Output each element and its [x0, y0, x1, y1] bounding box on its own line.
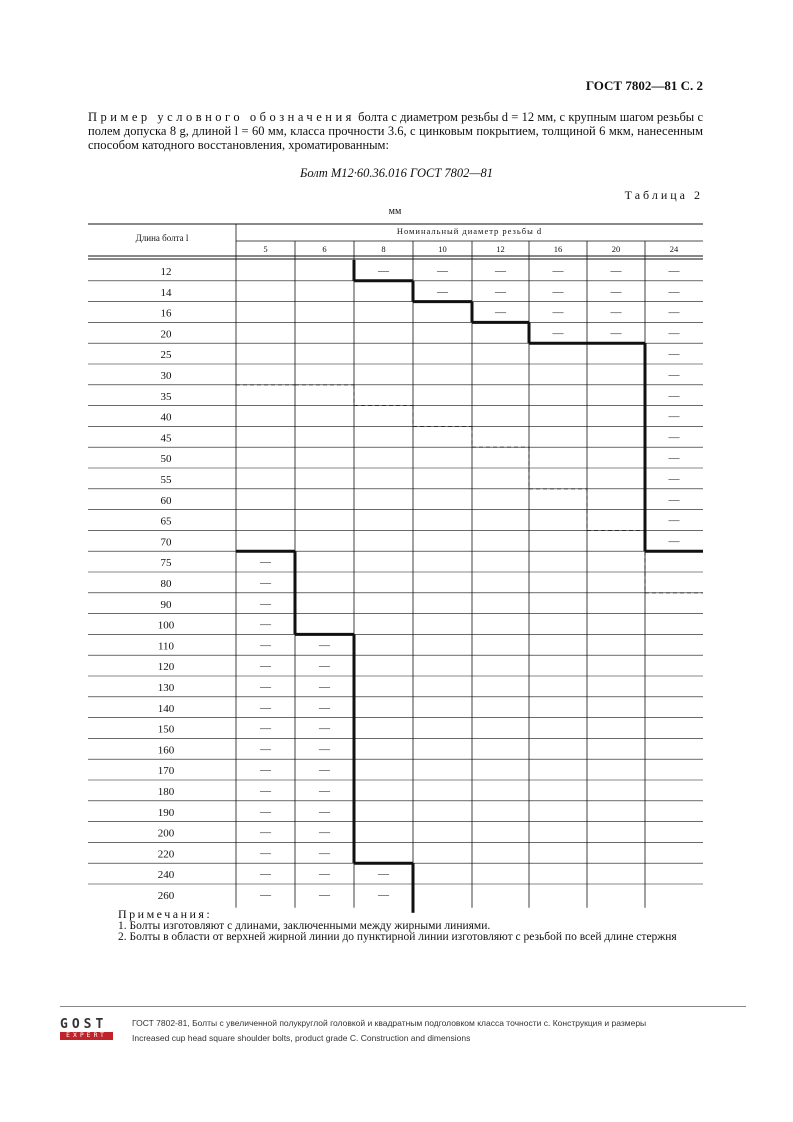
table-unit: мм [388, 206, 402, 217]
dash-cell: — [319, 722, 330, 735]
dash-cell: — [378, 889, 389, 901]
length-cell-90: 90 [160, 598, 172, 611]
dash-cell: — [668, 452, 680, 465]
diameter-header-16: 16 [553, 244, 563, 254]
dash-cell: — [610, 265, 622, 277]
length-cell-60: 60 [160, 494, 172, 507]
length-cell-240: 240 [157, 869, 175, 882]
dash-cell: — [260, 577, 271, 589]
length-cell-45: 45 [160, 432, 172, 445]
footer-divider [60, 1006, 746, 1007]
length-cell-180: 180 [157, 786, 175, 798]
note-2: 2. Болты в области от верхней жирной линии до пунктирной линии изготовляют с резьбой по всей длине стержня [118, 931, 677, 943]
diameter-header-5: 5 [263, 244, 268, 254]
dash-cell: — [552, 306, 564, 319]
length-cell-200: 200 [157, 827, 175, 840]
diameter-header-24: 24 [669, 244, 679, 254]
dash-cell: — [319, 701, 330, 714]
dash-cell: — [319, 826, 330, 839]
dash-cell: — [668, 535, 680, 548]
dash-cell: — [668, 514, 680, 527]
length-cell-120: 120 [157, 661, 175, 674]
note-1: 1. Болты изготовляют с длинами, заключенными между жирными линиями. [118, 919, 491, 932]
dash-cell: — [668, 493, 680, 506]
length-cell-30: 30 [160, 370, 172, 382]
length-cell-35: 35 [160, 390, 172, 403]
table-caption: Таблица 2 [624, 188, 703, 202]
logo-bottom: EXPERT [60, 1032, 113, 1040]
dash-cell: — [260, 785, 271, 797]
length-cell-40: 40 [160, 411, 172, 424]
dash-cell: — [319, 639, 330, 652]
dash-cell: — [610, 327, 622, 340]
dash-cell: — [610, 306, 622, 319]
dash-cell: — [610, 285, 622, 298]
length-cell-12: 12 [160, 266, 172, 278]
dash-cell: — [319, 681, 330, 693]
dash-cell: — [668, 348, 680, 361]
dash-cell: — [260, 618, 271, 631]
length-cell-190: 190 [157, 806, 175, 819]
dash-cell: — [260, 701, 271, 714]
dash-cell: — [668, 327, 680, 340]
footer-title-en: Increased cup head square shoulder bolts, product grade C. Construction and dimensions [132, 1033, 471, 1043]
dash-cell: — [552, 327, 564, 340]
dash-cell: — [260, 847, 271, 860]
dash-cell: — [668, 306, 680, 319]
dash-cell: — [260, 764, 271, 777]
row-header: Длина болта l [135, 233, 189, 243]
page-header: ГОСТ 7802—81 С. 2 [585, 78, 703, 93]
dash-cell: — [260, 743, 271, 756]
length-cell-55: 55 [160, 474, 172, 486]
length-cell-25: 25 [160, 349, 172, 362]
dash-cell: — [319, 660, 330, 673]
dash-cell: — [260, 889, 271, 901]
dash-cell: — [319, 868, 330, 881]
dash-cell: — [668, 389, 680, 402]
dash-cell: — [668, 410, 680, 423]
dash-cell: — [437, 285, 448, 298]
dash-cell: — [319, 764, 330, 777]
dash-cell: — [260, 639, 271, 652]
dash-cell: — [668, 265, 680, 277]
dash-cell: — [495, 265, 506, 277]
dash-cell: — [319, 889, 330, 901]
dash-cell: — [378, 868, 389, 881]
diameter-header-10: 10 [438, 244, 447, 254]
footer-title-ru: ГОСТ 7802-81, Болты с увеличенной полукруглой головкой и квадратным подголовком класса точности с. Конструкция и размеры [132, 1018, 647, 1028]
length-cell-50: 50 [160, 453, 172, 466]
dash-cell: — [668, 369, 680, 381]
diameter-header-12: 12 [496, 244, 505, 254]
diameter-header-8: 8 [381, 244, 386, 254]
length-cell-80: 80 [160, 578, 172, 590]
length-cell-75: 75 [160, 557, 172, 570]
length-cell-100: 100 [157, 619, 175, 632]
length-cell-140: 140 [157, 702, 175, 715]
length-cell-220: 220 [157, 848, 175, 861]
length-cell-160: 160 [157, 744, 175, 757]
diameter-header-6: 6 [322, 244, 327, 254]
dash-cell: — [260, 826, 271, 839]
gost-expert-logo [60, 1018, 113, 1040]
dash-cell: — [495, 285, 506, 298]
dash-cell: — [260, 805, 271, 818]
dash-cell: — [495, 306, 506, 319]
example-lead: Пример условного обозначения [88, 110, 355, 124]
length-cell-130: 130 [157, 682, 175, 694]
dash-cell: — [260, 597, 271, 610]
length-cell-110: 110 [157, 640, 175, 653]
length-cell-14: 14 [160, 286, 172, 299]
dash-cell: — [552, 285, 564, 298]
dash-cell: — [260, 722, 271, 735]
dash-cell: — [668, 285, 680, 298]
dash-cell: — [260, 556, 271, 569]
dash-cell: — [668, 473, 680, 485]
dash-cell: — [260, 660, 271, 673]
length-cell-170: 170 [157, 765, 175, 778]
bolt-designation: Болт М12·60.36.016 ГОСТ 7802—81 [299, 166, 494, 180]
dash-cell: — [319, 847, 330, 860]
logo-top: GOST [60, 1017, 108, 1032]
dash-cell: — [319, 785, 330, 797]
dash-cell: — [378, 265, 389, 277]
notes-title: Примечания: [118, 907, 213, 921]
length-cell-20: 20 [160, 328, 172, 341]
diameter-header-20: 20 [611, 244, 621, 254]
notes [118, 909, 703, 944]
length-cell-16: 16 [160, 307, 172, 320]
dash-cell: — [260, 681, 271, 693]
group-header: Номинальный диаметр резьбы d [396, 226, 543, 236]
dash-cell: — [319, 743, 330, 756]
length-cell-70: 70 [160, 536, 172, 549]
dash-cell: — [260, 868, 271, 881]
dash-cell: — [552, 265, 564, 277]
dash-cell: — [319, 805, 330, 818]
dash-cell: — [437, 265, 448, 277]
length-cell-65: 65 [160, 515, 172, 528]
length-cell-260: 260 [157, 890, 175, 902]
dash-cell: — [668, 431, 680, 444]
length-cell-150: 150 [157, 723, 175, 736]
example-text: болта с диаметром резьбы d = 12 мм, с крупным шагом резьбы с полем допуска 8 g, длиной l = 60 мм, класса прочности 3.6, с цинковым покрытием, толщиной 6 мкм, нанесенным способом катодного восстановления, хроматированным: [88, 110, 704, 152]
